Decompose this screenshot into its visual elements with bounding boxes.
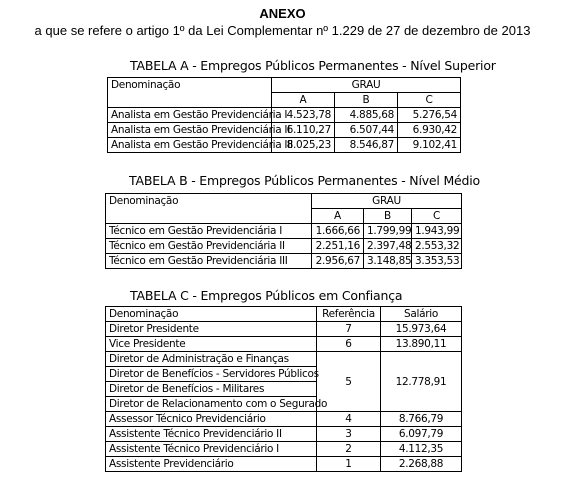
document-header: [0, 6, 565, 39]
cell-denominacao: Diretor de Benefícios - Servidores Públicos: [106, 367, 317, 382]
col-header-denominacao: Denominação: [106, 307, 317, 322]
cell-denominacao: Analista em Gestão Previdenciária II: [108, 123, 272, 138]
tabela-c-caption: TABELA C - Empregos Públicos em Confiança: [130, 288, 403, 303]
col-header-grade-c: C: [412, 209, 462, 224]
cell-referencia: 1: [317, 457, 381, 472]
table-row: [106, 337, 462, 352]
col-header-grau: GRAU: [312, 194, 462, 209]
cell-denominacao: Técnico em Gestão Previdenciária I: [106, 224, 312, 239]
cell-grade-b: 6.507,44: [335, 123, 398, 138]
cell-grade-c: 9.102,41: [398, 138, 461, 153]
cell-grade-a: 6.110,27: [272, 123, 335, 138]
cell-denominacao: Diretor de Benefícios - Militares: [106, 382, 317, 397]
cell-denominacao: Assistente Previdenciário: [106, 457, 317, 472]
cell-denominacao: Assessor Técnico Previdenciário: [106, 412, 317, 427]
cell-grade-a: 8.025,23: [272, 138, 335, 153]
table-row: [108, 138, 461, 153]
table-row: [106, 224, 462, 239]
col-header-denominacao: Denominação: [106, 194, 312, 224]
table-row: [106, 442, 462, 457]
cell-referencia: 4: [317, 412, 381, 427]
col-header-grau: GRAU: [272, 78, 461, 93]
cell-salario: 2.268,88: [381, 457, 462, 472]
table-header-row: [108, 78, 461, 93]
table-header-row: [106, 194, 462, 209]
table-row: [106, 427, 462, 442]
cell-denominacao: Diretor de Administração e Finanças: [106, 352, 317, 367]
cell-grade-c: 5.276,54: [398, 108, 461, 123]
col-header-grade-a: A: [312, 209, 364, 224]
cell-denominacao: Assistente Técnico Previdenciário II: [106, 427, 317, 442]
table-row: [106, 457, 462, 472]
cell-denominacao: Técnico em Gestão Previdenciária III: [106, 254, 312, 269]
cell-grade-a: 1.666,66: [312, 224, 364, 239]
col-header-grade-c: C: [398, 93, 461, 108]
table-row: [106, 239, 462, 254]
cell-salario: 13.890,11: [381, 337, 462, 352]
cell-grade-c: 3.353,53: [412, 254, 462, 269]
cell-referencia: 6: [317, 337, 381, 352]
col-header-grade-b: B: [364, 209, 412, 224]
cell-grade-b: 4.885,68: [335, 108, 398, 123]
cell-denominacao: Diretor Presidente: [106, 322, 317, 337]
cell-referencia: 2: [317, 442, 381, 457]
cell-grade-b: 3.148,85: [364, 254, 412, 269]
table-row: [108, 123, 461, 138]
cell-grade-c: 1.943,99: [412, 224, 462, 239]
cell-grade-a: 4.523,78: [272, 108, 335, 123]
cell-referencia-group: 5: [317, 352, 381, 412]
cell-grade-a: 2.956,67: [312, 254, 364, 269]
annex-subtitle: a que se refere o artigo 1º da Lei Complementar nº 1.229 de 27 de dezembro de 2013: [34, 23, 531, 38]
table-row: [106, 322, 462, 337]
cell-referencia: 7: [317, 322, 381, 337]
cell-grade-b: 8.546,87: [335, 138, 398, 153]
cell-grade-a: 2.251,16: [312, 239, 364, 254]
tabela-b-caption: TABELA B - Empregos Públicos Permanentes - Nível Médio: [129, 173, 480, 188]
table-row: [106, 254, 462, 269]
cell-salario: 15.973,64: [381, 322, 462, 337]
table-row: [106, 412, 462, 427]
tabela-a-caption: TABELA A - Empregos Públicos Permanentes - Nível Superior: [130, 58, 496, 73]
col-header-salario: Salário: [381, 307, 462, 322]
cell-denominacao: Analista em Gestão Previdenciária I: [108, 108, 272, 123]
cell-denominacao: Analista em Gestão Previdenciária III: [108, 138, 272, 153]
table-row: [106, 352, 462, 367]
cell-grade-c: 2.553,32: [412, 239, 462, 254]
cell-denominacao: Assistente Técnico Previdenciário I: [106, 442, 317, 457]
annex-title: ANEXO: [259, 6, 306, 21]
cell-denominacao: Técnico em Gestão Previdenciária II: [106, 239, 312, 254]
col-header-grade-b: B: [335, 93, 398, 108]
cell-grade-b: 1.799,99: [364, 224, 412, 239]
table-header-row: [106, 307, 462, 322]
cell-salario: 8.766,79: [381, 412, 462, 427]
col-header-grade-a: A: [272, 93, 335, 108]
col-header-referencia: Referência: [317, 307, 381, 322]
cell-salario-group: 12.778,91: [381, 352, 462, 412]
table-row: [108, 108, 461, 123]
tabela-c: [105, 306, 462, 472]
tabela-b: [105, 193, 462, 269]
cell-grade-b: 2.397,48: [364, 239, 412, 254]
cell-denominacao: Diretor de Relacionamento com o Segurado: [106, 397, 317, 412]
cell-salario: 6.097,79: [381, 427, 462, 442]
col-header-denominacao: Denominação: [108, 78, 272, 108]
cell-referencia: 3: [317, 427, 381, 442]
cell-denominacao: Vice Presidente: [106, 337, 317, 352]
cell-grade-c: 6.930,42: [398, 123, 461, 138]
cell-salario: 4.112,35: [381, 442, 462, 457]
tabela-a: [107, 77, 461, 153]
